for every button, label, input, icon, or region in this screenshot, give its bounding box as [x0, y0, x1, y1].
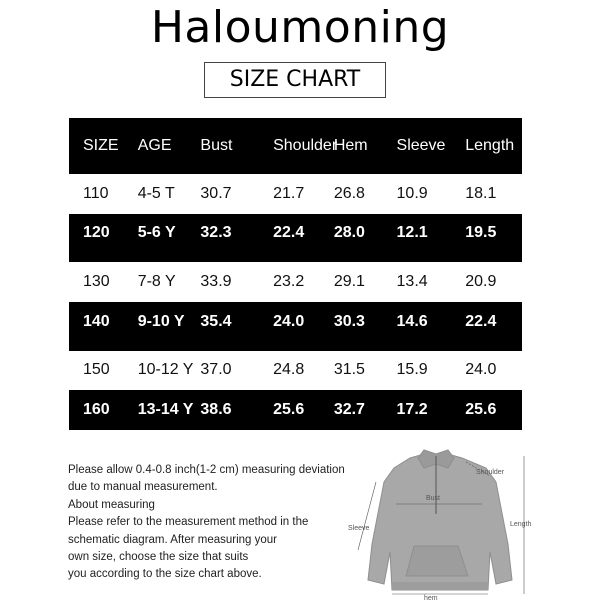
bust-label: Bust [426, 495, 441, 502]
cell-size: 110 [69, 174, 134, 214]
cell-length: 25.6 [465, 401, 497, 419]
cell-bust: 35.4 [200, 312, 232, 330]
cell-hem: 30.3 [333, 312, 365, 330]
cell-length: 24.0 [457, 351, 522, 391]
table-row [69, 302, 522, 342]
cell-bust: 30.7 [198, 174, 263, 214]
cell-sleeve: 15.9 [393, 351, 458, 391]
cell-shoulder: 21.7 [263, 174, 328, 214]
cell-age: 9-10 Y [137, 312, 185, 330]
cell-bust: 37.0 [198, 351, 263, 391]
cell-age: 10-12 Y [134, 351, 199, 391]
measurement-diagram [340, 448, 540, 600]
cell-sleeve: 14.6 [396, 312, 428, 330]
note-method-line-3: own size, choose the size that suits [68, 551, 249, 564]
cell-length: 22.4 [465, 312, 497, 330]
table-row [69, 351, 522, 391]
cell-size: 140 [83, 312, 110, 330]
cell-length: 19.5 [465, 224, 497, 242]
cell-length: 18.1 [457, 174, 522, 214]
table-row [69, 390, 522, 430]
cell-bust: 33.9 [198, 262, 263, 302]
note-deviation-line-2: due to manual measurement. [68, 481, 218, 494]
cell-hem: 26.8 [328, 174, 393, 214]
cell-age: 7-8 Y [134, 262, 199, 302]
pocket-illustration [406, 546, 468, 576]
note-method-line-4: you according to the size chart above. [68, 568, 262, 581]
column-header-size: SIZE [83, 137, 119, 154]
cell-age: 13-14 Y [137, 401, 194, 419]
column-header-length: Length [465, 137, 515, 154]
spacer-cell [69, 342, 522, 351]
column-header-shoulder: Shoulder [273, 137, 338, 154]
cell-bust: 32.3 [200, 224, 232, 242]
cell-size: 150 [69, 351, 134, 391]
column-header-hem: Hem [333, 137, 368, 154]
cell-sleeve: 12.1 [396, 224, 428, 242]
brand-title: Haloumoning [150, 2, 450, 53]
hem-label: hem [424, 595, 438, 600]
cell-size: 120 [83, 224, 110, 242]
cell-shoulder: 23.2 [263, 262, 328, 302]
cell-sleeve: 10.9 [393, 174, 458, 214]
cell-length: 20.9 [457, 262, 522, 302]
note-method-line-1: Please refer to the measurement method in the [68, 516, 309, 529]
cell-shoulder: 24.8 [263, 351, 328, 391]
table-row [69, 262, 522, 302]
size-chart-title: SIZE CHART [204, 62, 386, 98]
cell-bust: 38.6 [200, 401, 232, 419]
cell-shoulder: 22.4 [273, 224, 305, 242]
size-chart-table [69, 118, 522, 430]
note-about-measuring: About measuring [68, 498, 155, 511]
shoulder-label: Shoulder [476, 469, 505, 476]
hem-band [392, 582, 488, 590]
note-method-line-2: schematic diagram. After measuring your [68, 533, 278, 546]
cell-size: 130 [69, 262, 134, 302]
note-deviation-line-1: Please allow 0.4-0.8 inch(1-2 cm) measuring deviation [68, 464, 345, 476]
spacer-cell [69, 253, 522, 262]
column-header-bust: Bust [200, 137, 233, 154]
table-row [69, 214, 522, 254]
cell-hem: 29.1 [328, 262, 393, 302]
measurement-notes [68, 462, 368, 584]
cell-sleeve: 17.2 [396, 401, 428, 419]
table-row-spacer [69, 253, 522, 262]
cell-shoulder: 24.0 [273, 312, 305, 330]
column-header-sleeve: Sleeve [396, 137, 446, 154]
cell-sleeve: 13.4 [393, 262, 458, 302]
sleeve-label: Sleeve [348, 525, 370, 532]
cell-shoulder: 25.6 [273, 401, 305, 419]
cell-age: 5-6 Y [137, 224, 176, 242]
cell-hem: 31.5 [328, 351, 393, 391]
cell-age: 4-5 T [134, 174, 199, 214]
cell-hem: 32.7 [333, 401, 365, 419]
table-header-row [69, 118, 522, 174]
length-label: Length [510, 521, 532, 528]
table-row [69, 174, 522, 214]
cell-size: 160 [83, 401, 110, 419]
column-header-age: AGE [137, 137, 172, 154]
cell-hem: 28.0 [333, 224, 365, 242]
table-row-spacer [69, 342, 522, 351]
